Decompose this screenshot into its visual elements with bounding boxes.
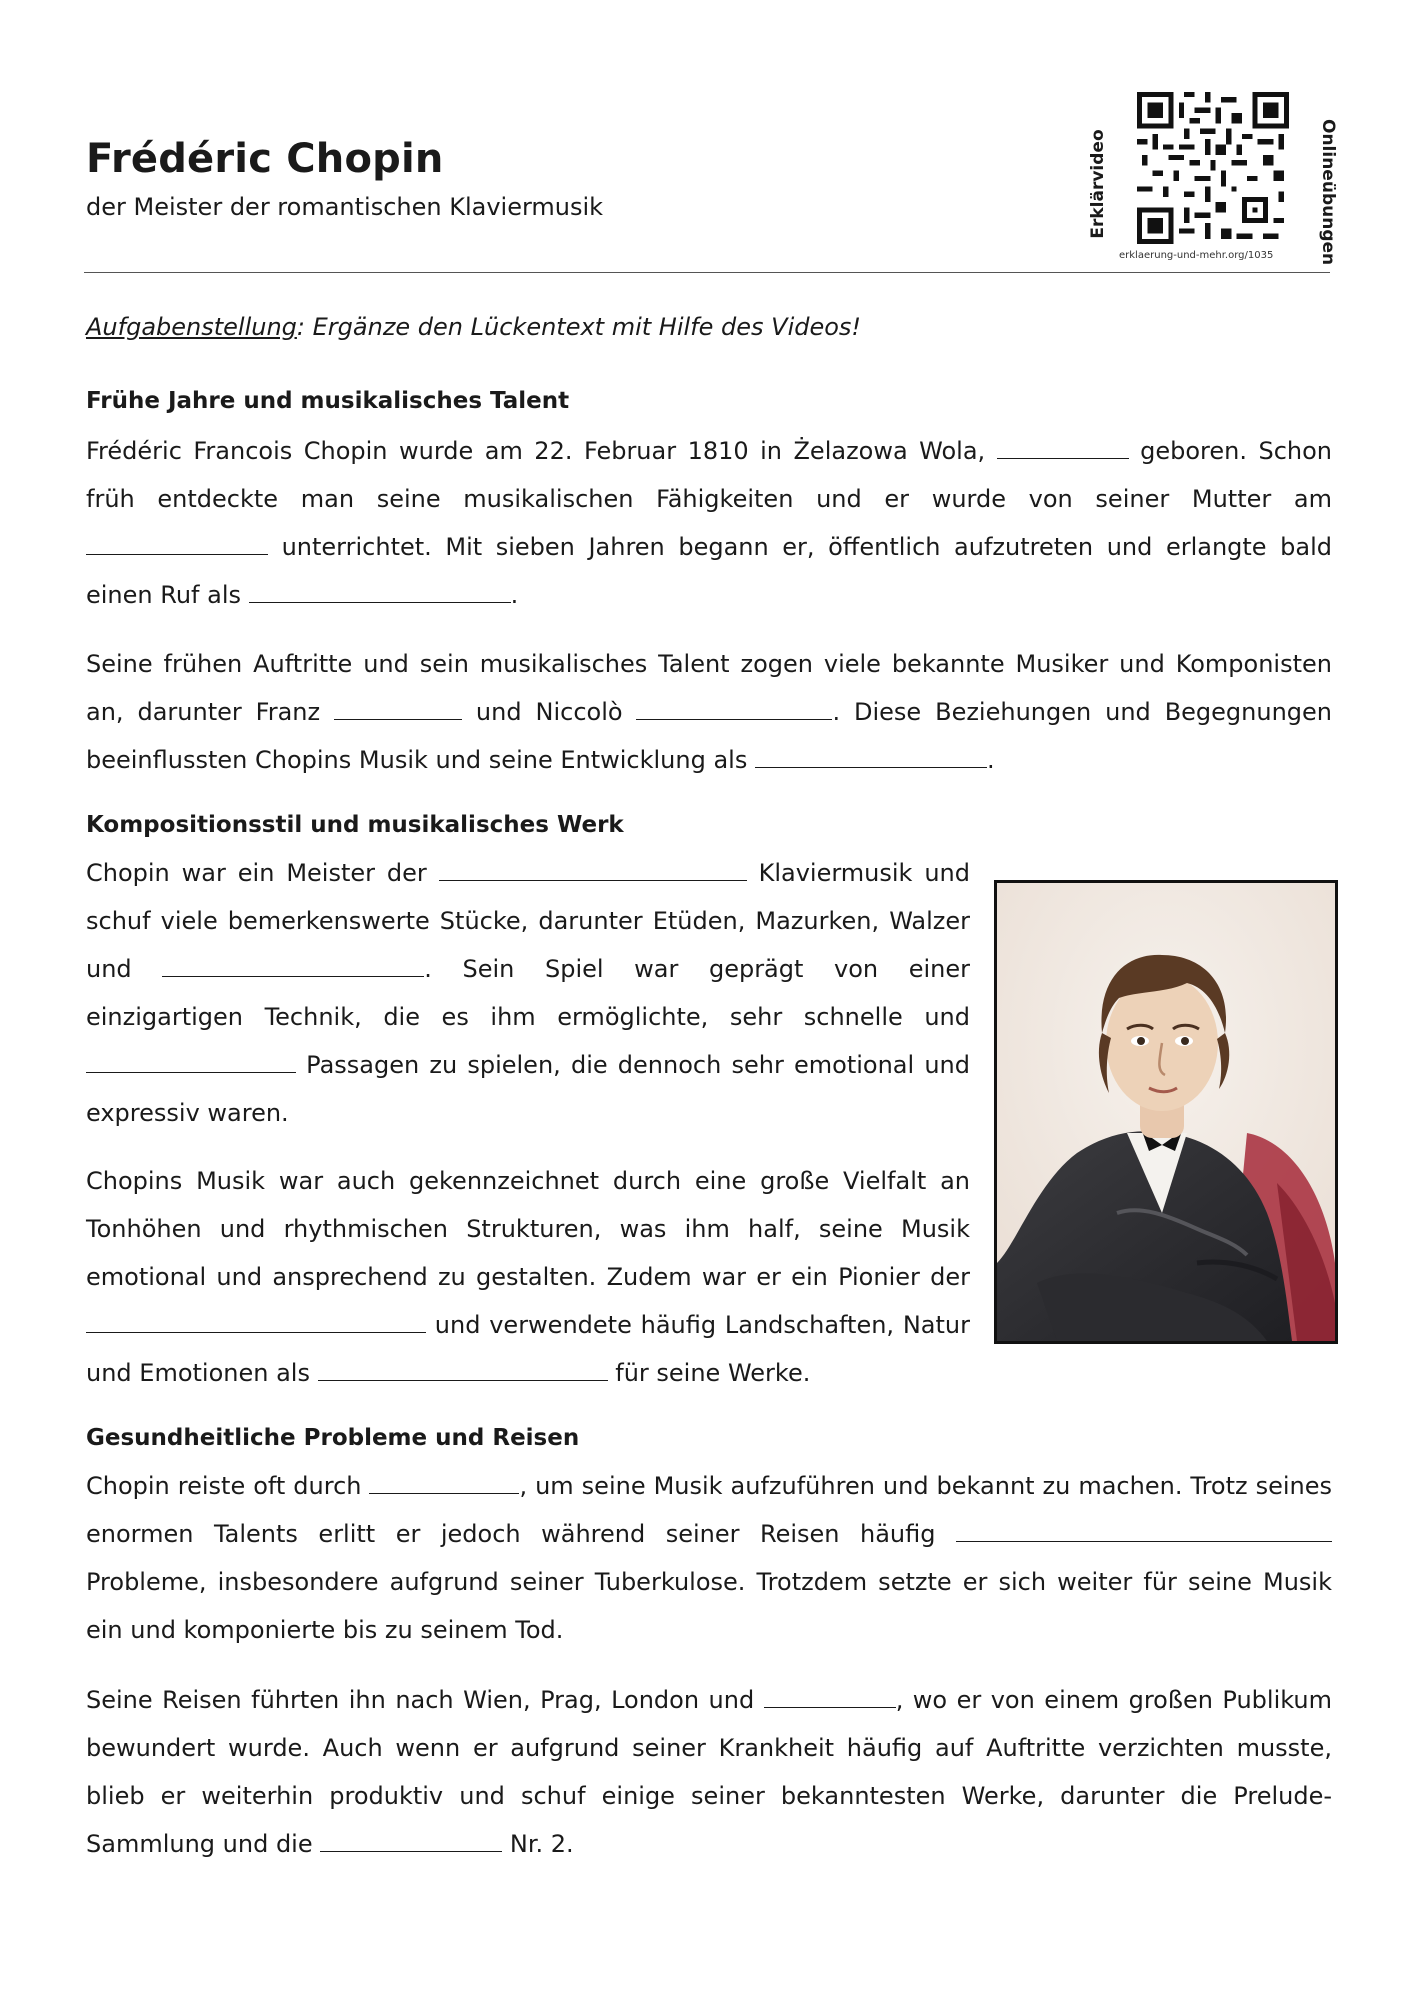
text-segment: und Niccolò	[462, 698, 637, 726]
blank-gap[interactable]	[755, 745, 987, 768]
blank-gap[interactable]	[86, 1050, 296, 1073]
text-segment: .	[986, 746, 995, 774]
text-segment: Klaviermusik und schuf viele bemerkenswerte Stücke, darunter Etüden, Mazurken, Walzer und	[86, 859, 971, 983]
task-colon: :	[296, 313, 305, 341]
text-segment: Seine Reisen führten ihn nach Wien, Prag, London und	[86, 1686, 764, 1714]
text-segment: Nr. 2.	[502, 1830, 574, 1858]
text-segment: und verwendete häufig Landschaften, Natur und Emotionen als	[86, 1311, 970, 1387]
blank-gap[interactable]	[334, 697, 462, 720]
paragraph-fruehe-jahre-2	[86, 640, 1332, 784]
task-text: Ergänze den Lückentext mit Hilfe des Videos!	[305, 313, 862, 341]
text-segment: Probleme, insbesondere aufgrund seiner Tuberkulose. Trotzdem setzte er sich weiter für seine Musik ein und komponierte bis zu seinem Tod.	[86, 1568, 1332, 1644]
portrait-illustration	[997, 883, 1335, 1341]
text-segment: . Sein Spiel war geprägt von einer einzigartigen Technik, die es ihm ermöglichte, sehr schnelle und	[86, 955, 970, 1031]
qr-label-onlineuebungen: Onlineübungen	[1318, 119, 1338, 266]
paragraph-gesundheit-1	[86, 1462, 1332, 1654]
blank-gap[interactable]	[86, 1310, 426, 1333]
paragraph-kompositionsstil-1	[86, 849, 970, 1137]
qr-label-erklaervideo: Erklärvideo	[1088, 129, 1108, 239]
text-segment: geboren. Schon früh entdeckte man seine musikalischen Fähigkeiten und er wurde von seiner Mutter am	[86, 437, 1333, 513]
text-segment: .	[510, 581, 519, 609]
chopin-portrait-image	[994, 880, 1338, 1344]
text-segment: , um seine Musik aufzuführen und bekannt zu machen. Trotz seines enormen Talents erlitt er jedoch während seiner Reisen häufig	[86, 1472, 1333, 1548]
text-segment: unterrichtet. Mit sieben Jahren begann er, öffentlich aufzutreten und erlangte bald einen Ruf als	[86, 533, 1332, 609]
text-segment: . Diese Beziehungen und Begegnungen beeinflussten Chopins Musik und seine Entwicklung als	[86, 698, 1333, 774]
blank-gap[interactable]	[369, 1471, 519, 1494]
text-segment: , wo er von einem großen Publikum bewundert wurde. Auch wenn er aufgrund seiner Krankheit häufig auf Auftritte verzichten musste, blieb er weiterhin produktiv und schuf einige seiner bekanntesten Werke, darunter die Prelude-Sammlung und die	[86, 1686, 1333, 1858]
text-segment: Seine frühen Auftritte und sein musikalisches Talent zogen viele bekannte Musiker und Komponisten an, darunter Franz	[86, 650, 1332, 726]
text-segment: Chopins Musik war auch gekennzeichnet durch eine große Vielfalt an Tonhöhen und rhythmischen Strukturen, was ihm half, seine Musik emotional und ansprechend zu gestalten. Zudem war er ein Pionier der	[86, 1167, 970, 1291]
blank-gap[interactable]	[249, 580, 511, 603]
qr-code-icon[interactable]	[1137, 92, 1289, 244]
qr-code-block[interactable]	[1085, 88, 1338, 268]
blank-gap[interactable]	[997, 436, 1129, 459]
section-heading-kompositionsstil: Kompositionsstil und musikalisches Werk	[86, 812, 624, 838]
blank-gap[interactable]	[636, 697, 832, 720]
qr-url[interactable]: erklaerung-und-mehr.org/1035	[1119, 250, 1274, 261]
blank-gap[interactable]	[318, 1358, 608, 1381]
task-instruction	[86, 313, 861, 341]
blank-gap[interactable]	[320, 1829, 502, 1852]
text-segment: Frédéric Francois Chopin wurde am 22. Februar 1810 in Żelazowa Wola,	[86, 437, 997, 465]
blank-gap[interactable]	[86, 532, 268, 555]
paragraph-kompositionsstil-2	[86, 1157, 970, 1397]
page-subtitle: der Meister der romantischen Klaviermusik	[86, 193, 604, 221]
task-label: Aufgabenstellung	[86, 313, 297, 341]
blank-gap[interactable]	[439, 858, 747, 881]
text-segment: Chopin reiste oft durch	[86, 1472, 370, 1500]
paragraph-gesundheit-2	[86, 1676, 1332, 1868]
page-title: Frédéric Chopin	[86, 136, 444, 182]
text-segment: für seine Werke.	[607, 1359, 811, 1387]
text-segment: Passagen zu spielen, die dennoch sehr emotional und expressiv waren.	[86, 1051, 970, 1127]
blank-gap[interactable]	[956, 1519, 1332, 1542]
section-heading-fruehe-jahre: Frühe Jahre und musikalisches Talent	[86, 388, 570, 414]
text-segment: Chopin war ein Meister der	[86, 859, 439, 887]
blank-gap[interactable]	[162, 954, 424, 977]
header-divider	[84, 272, 1330, 273]
blank-gap[interactable]	[764, 1685, 896, 1708]
section-heading-gesundheit: Gesundheitliche Probleme und Reisen	[86, 1425, 580, 1451]
paragraph-fruehe-jahre-1	[86, 427, 1332, 619]
